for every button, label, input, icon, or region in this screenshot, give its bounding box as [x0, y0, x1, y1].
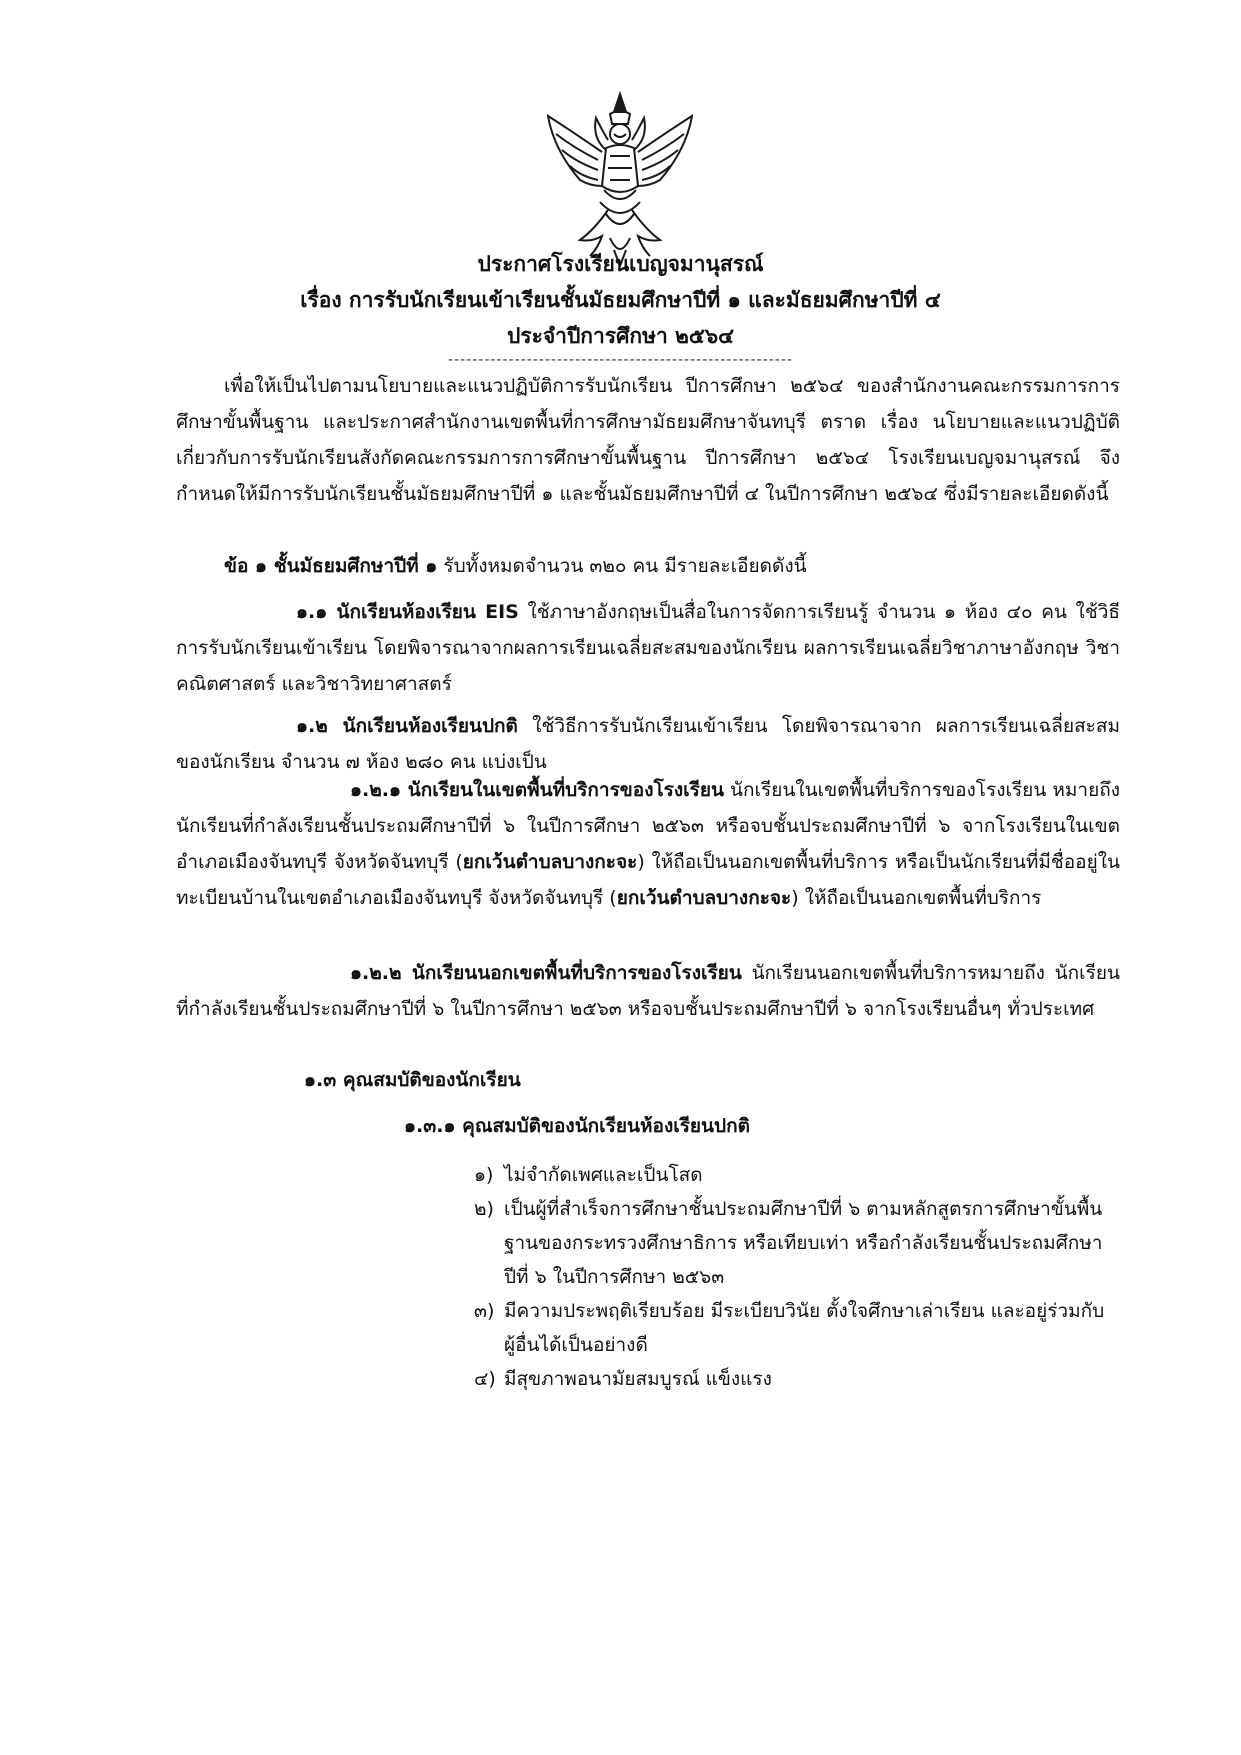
item-1-2-1-heading: ๑.๒.๑ นักเรียนในเขตพื้นที่บริการของโรงเรียน	[350, 779, 724, 801]
item-1-2-1-text-a: นักเรียนในเขตพื้นที่บริการของโรงเรียน หมายถึง นักเรียนที่กำลังเรียนชั้นประถมศึกษาปีที่ ๖ ในปีการศึกษา ๒๕๖๓ หรือจบชั้นประถมศึกษาปีที่ ๖ จากโรงเรียนในเขตอำเภอเมืองจันทบุรี จังหวัดจันทบุรี (	[176, 779, 1120, 873]
item-1-2-text: ใช้วิธีการรับนักเรียนเข้าเรียน โดยพิจารณาจาก ผลการเรียนเฉลี่ยสะสมของนักเรียน จำนวน ๗ ห้อง ๒๘๐ คน แบ่งเป็น	[176, 715, 1121, 773]
qualifications-list	[474, 1158, 1114, 1396]
item-1-2-2-heading: ๑.๒.๒ นักเรียนนอกเขตพื้นที่บริการของโรงเรียน	[350, 962, 742, 984]
list-item-text: มีความประพฤติเรียบร้อย มีระเบียบวินัย ตั้งใจศึกษาเล่าเรียน และอยู่ร่วมกับผู้อื่นได้เป็นอย่างดี	[504, 1300, 1105, 1356]
garuda-emblem-icon	[540, 90, 700, 270]
item-1-2-1	[176, 772, 1120, 916]
item-1-heading: ข้อ ๑ ชั้นมัธยมศึกษาปีที่ ๑	[224, 555, 438, 577]
announcement-subject: เรื่อง การรับนักเรียนเข้าเรียนชั้นมัธยมศึกษาปีที่ ๑ และมัธยมศึกษาปีที่ ๔	[300, 288, 941, 312]
item-1-3-1	[176, 1108, 1120, 1144]
list-item-number: ๑)	[474, 1164, 494, 1186]
list-item-number: ๔)	[474, 1368, 496, 1390]
item-1	[176, 548, 1120, 584]
item-1-2-heading: ๑.๒ นักเรียนห้องเรียนปกติ	[296, 715, 518, 737]
list-item-text: ไม่จำกัดเพศและเป็นโสด	[504, 1164, 703, 1186]
item-1-3-heading: ๑.๓ คุณสมบัติของนักเรียน	[304, 1069, 521, 1091]
item-1-2-2	[176, 955, 1120, 1027]
intro-section	[176, 368, 1120, 512]
item-1-2-2-text: นักเรียนนอกเขตพื้นที่บริการหมายถึง นักเรียนที่กำลังเรียนชั้นประถมศึกษาปีที่ ๖ ในปีการศึกษา ๒๕๖๓ หรือจบชั้นประถมศึกษาปีที่ ๖ จากโรงเรียนอื่นๆ ทั่วประเทศ	[176, 962, 1120, 1020]
item-1-2-1-exception-a: ยกเว้นตำบลบางกะจะ	[462, 851, 638, 873]
item-1-2-1-exception-b: ยกเว้นตำบลบางกะจะ	[616, 887, 792, 909]
item-1-1	[176, 594, 1120, 702]
list-item	[474, 1158, 1114, 1192]
item-1-3	[176, 1062, 1120, 1098]
list-item	[474, 1192, 1114, 1294]
list-item-text: เป็นผู้ที่สำเร็จการศึกษาชั้นประถมศึกษาปีที่ ๖ ตามหลักสูตรการศึกษาขั้นพื้นฐานของกระทรวงศึกษาธิการ หรือเทียบเท่า หรือกำลังเรียนชั้นประถมศึกษาปีที่ ๖ ในปีการศึกษา ๒๕๖๓	[504, 1198, 1103, 1288]
item-1-1-text: ใช้ภาษาอังกฤษเป็นสื่อในการจัดการเรียนรู้ จำนวน ๑ ห้อง ๔๐ คน ใช้วิธีการรับนักเรียนเข้าเรียน โดยพิจารณาจากผลการเรียนเฉลี่ยสะสมของนักเรียน ผลการเรียนเฉลี่ยวิชาภาษาอังกฤษ วิชาคณิตศาสตร์ และวิชาวิทยาศาสตร์	[176, 601, 1120, 695]
announcement-title: ประกาศโรงเรียนเบญจมานุสรณ์	[477, 252, 764, 276]
item-1-3-1-heading: ๑.๓.๑ คุณสมบัติของนักเรียนห้องเรียนปกติ	[404, 1115, 750, 1137]
item-1-2-1-text-b: ) ให้ถือเป็นนอกเขตพื้นที่บริการ หรือเป็นนักเรียนที่มีชื่ออยู่ในทะเบียนบ้านในเขตอำเภอเมืองจันทบุรี จังหวัดจันทบุรี (	[176, 851, 1120, 909]
academic-year: ประจำปีการศึกษา ๒๕๖๔	[506, 324, 735, 348]
item-1-1-heading: ๑.๑ นักเรียนห้องเรียน EIS	[296, 601, 519, 623]
item-1-2-1-text-c: ) ให้ถือเป็นนอกเขตพื้นที่บริการ	[791, 887, 1042, 909]
item-1-text: รับทั้งหมดจำนวน ๓๒๐ คน มีรายละเอียดดังนี้	[437, 555, 807, 577]
title-divider: ---------------------------------------------------------	[448, 352, 793, 368]
item-1-2	[176, 708, 1120, 780]
list-item-number: ๒)	[474, 1198, 494, 1220]
list-item	[474, 1362, 1114, 1396]
list-item	[474, 1294, 1114, 1362]
list-item-text: มีสุขภาพอนามัยสมบูรณ์ แข็งแรง	[504, 1368, 772, 1390]
intro-paragraph: เพื่อให้เป็นไปตามนโยบายและแนวปฏิบัติการรับนักเรียน ปีการศึกษา ๒๕๖๔ ของสำนักงานคณะกรรมการการศึกษาขั้นพื้นฐาน และประกาศสำนักงานเขตพื้นที่การศึกษามัธยมศึกษาจันทบุรี ตราด เรื่อง นโยบายและแนวปฏิบัติเกี่ยวกับการรับนักเรียนสังกัดคณะกรรมการการศึกษาขั้นพื้นฐาน ปีการศึกษา ๒๕๖๔ โรงเรียนเบญจมานุสรณ์ จึงกำหนดให้มีการรับนักเรียนชั้นมัธยมศึกษาปีที่ ๑ และชั้นมัธยมศึกษาปีที่ ๔ ในปีการศึกษา ๒๕๖๔ ซึ่งมีรายละเอียดดังนี้	[176, 375, 1120, 505]
list-item-number: ๓)	[474, 1300, 495, 1322]
